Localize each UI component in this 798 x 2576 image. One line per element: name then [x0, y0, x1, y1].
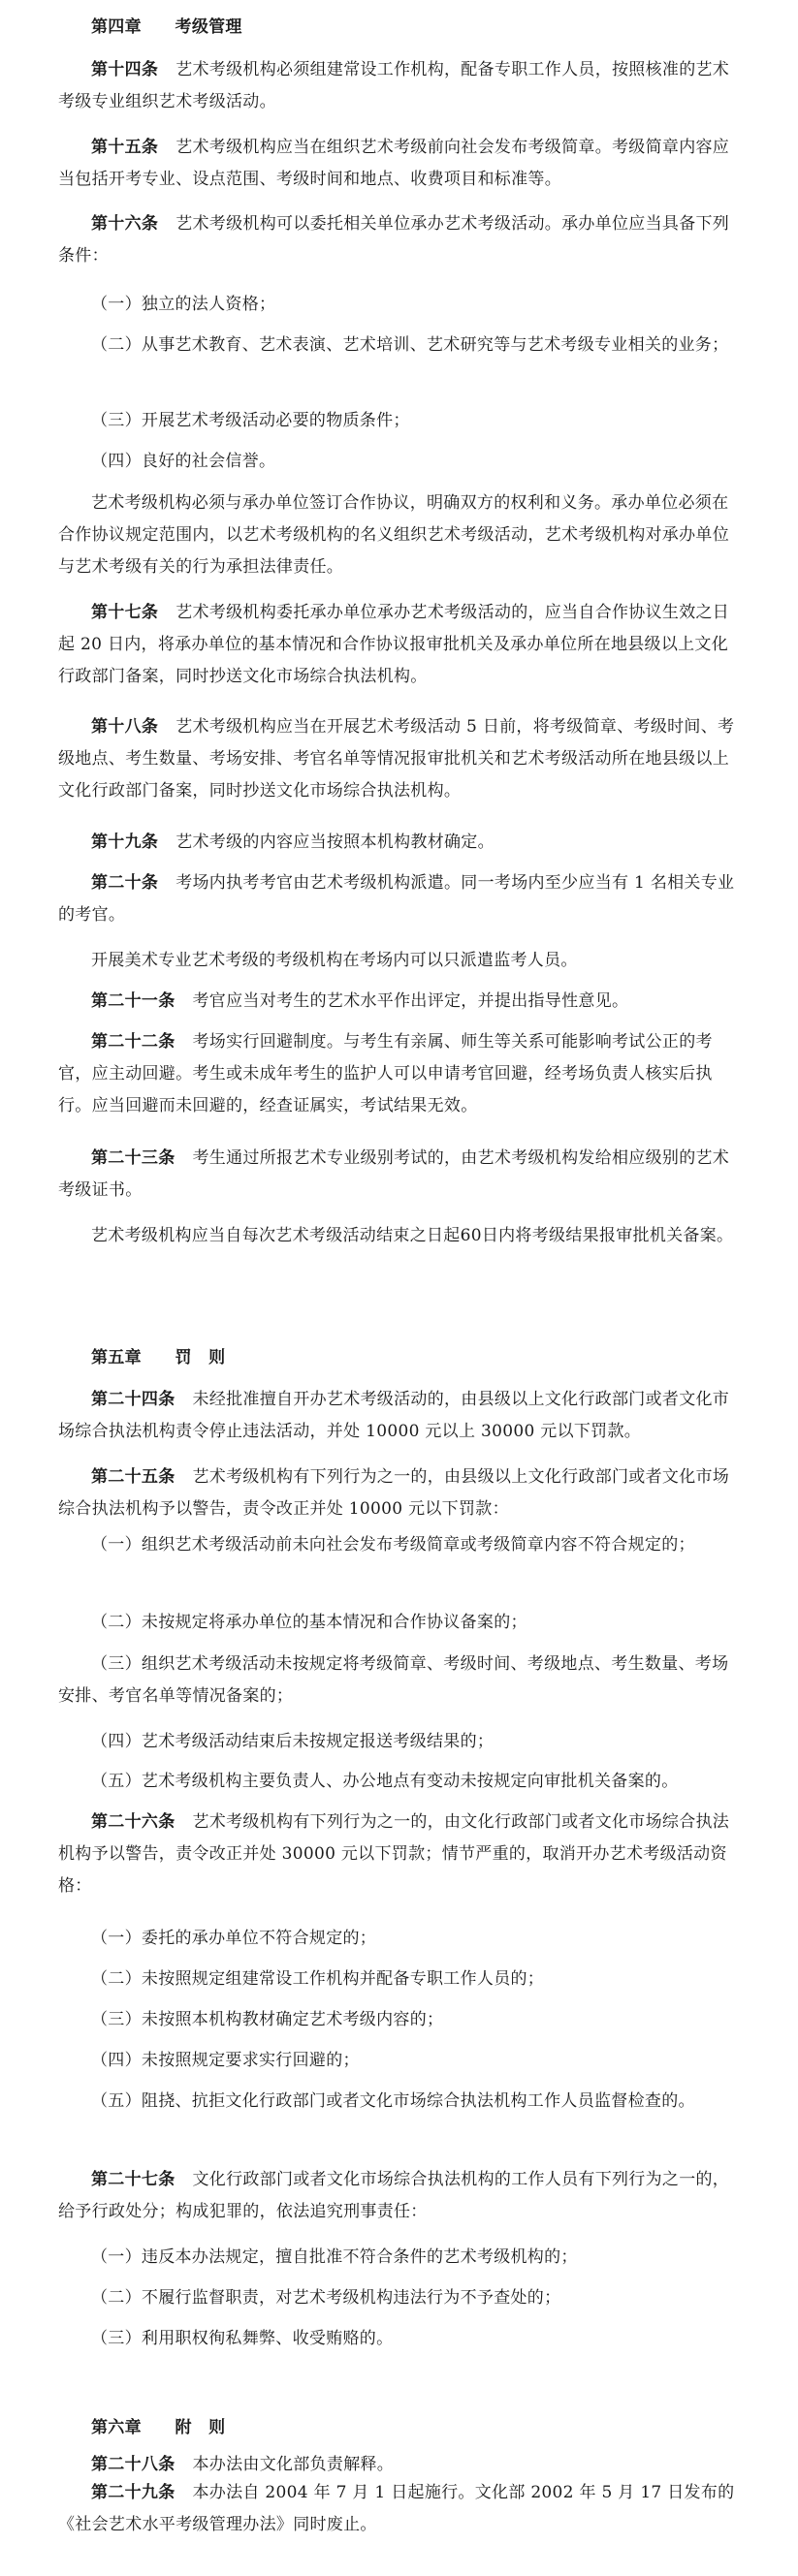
article-26-item-2: （二）未按照规定组建常设工作机构并配备专职工作人员的；: [91, 1969, 545, 1989]
article-16-paragraph-2: 艺术考级机构必须与承办单位签订合作协议，明确双方的权利和义务。承办单位必须在合作协议规定范围内，以艺术考级机构的名义组织艺术考级活动，艺术考级机构对承办单位与艺术考级有关的行为承担法律责任。: [58, 493, 729, 577]
article-27-item-2: （二）不履行监督职责，对艺术考级机构违法行为不予查处的；: [91, 2288, 561, 2308]
article-17: 第十七条 艺术考级机构委托承办单位承办艺术考级活动的，应当自合作协议生效之日起 20 日内，将承办单位的基本情况和合作协议报审批机关及承办单位所在地县级以上文化行政部门备案，同时抄送文化市场综合执法机构。: [58, 603, 730, 686]
article-21: 第二十一条 考官应当对考生的艺术水平作出评定，并提出指导性意见。: [91, 991, 629, 1011]
article-16-item-1: （一）独立的法人资格；: [91, 295, 276, 314]
article-27: 第二十七条 文化行政部门或者文化市场综合执法机构的工作人员有下列行为之一的，给予行政处分；构成犯罪的，依法追究刑事责任：: [58, 2170, 730, 2221]
article-26-item-3: （三）未按照本机构教材确定艺术考级内容的；: [91, 2010, 444, 2029]
article-28: 第二十八条 本办法由文化部负责解释。: [91, 2455, 395, 2474]
article-20-paragraph-2: 开展美术专业艺术考级的考级机构在考场内可以只派遣监考人员。: [91, 951, 578, 970]
chapter-heading-5: 第五章 罚 则: [91, 1348, 226, 1367]
article-23: 第二十三条 考生通过所报艺术专业级别考试的，由艺术考级机构发给相应级别的艺术考级证书。: [58, 1148, 730, 1200]
article-26-item-4: （四）未按照规定要求实行回避的；: [91, 2051, 360, 2070]
chapter-heading-4: 第四章 考级管理: [91, 17, 242, 37]
chapter-heading-6: 第六章 附 则: [91, 2418, 226, 2437]
article-23-paragraph-2: 艺术考级机构应当自每次艺术考级活动结束之日起60日内将考级结果报审批机关备案。: [91, 1226, 734, 1245]
article-20: 第二十条 考场内执考考官由艺术考级机构派遣。同一考场内至少应当有 1 名相关专业的考官。: [58, 873, 735, 925]
article-24: 第二十四条 未经批准擅自开办艺术考级活动的，由县级以上文化行政部门或者文化市场综合执法机构责令停止违法活动，并处 10000 元以上 30000 元以下罚款。: [58, 1390, 730, 1441]
article-25-item-5: （五）艺术考级机构主要负责人、办公地点有变动未按规定向审批机关备案的。: [91, 1772, 679, 1791]
article-19: 第十九条 艺术考级的内容应当按照本机构教材确定。: [91, 832, 495, 852]
article-26: 第二十六条 艺术考级机构有下列行为之一的，由文化行政部门或者文化市场综合执法机构予以警告，责令改正并处 30000 元以下罚款；情节严重的，取消开办艺术考级活动资格：: [58, 1812, 730, 1896]
article-27-item-3: （三）利用职权徇私舞弊、收受贿赂的。: [91, 2329, 394, 2348]
article-25-item-4: （四）艺术考级活动结束后未按规定报送考级结果的；: [91, 1732, 495, 1751]
article-14: 第十四条 艺术考级机构必须组建常设工作机构，配备专职工作人员，按照核准的艺术考级专业组织艺术考级活动。: [58, 60, 730, 111]
article-16: 第十六条 艺术考级机构可以委托相关单位承办艺术考级活动。承办单位应当具备下列条件：: [58, 214, 730, 266]
article-16-item-2: （二）从事艺术教育、艺术表演、艺术培训、艺术研究等与艺术考级专业相关的业务；: [91, 335, 729, 355]
article-16-item-3: （三）开展艺术考级活动必要的物质条件；: [91, 411, 410, 430]
article-25: 第二十五条 艺术考级机构有下列行为之一的，由县级以上文化行政部门或者文化市场综合执法机构予以警告，责令改正并处 10000 元以下罚款：: [58, 1467, 730, 1519]
article-26-item-1: （一）委托的承办单位不符合规定的；: [91, 1929, 377, 1948]
article-22: 第二十二条 考场实行回避制度。与考生有亲属、师生等关系可能影响考试公正的考官，应主动回避。考生或未成年考生的监护人可以申请考官回避，经考场负责人核实后执行。应当回避而未回避的，经查证属实，考试结果无效。: [58, 1032, 713, 1115]
article-27-item-1: （一）违反本办法规定，擅自批准不符合条件的艺术考级机构的；: [91, 2247, 578, 2267]
article-15: 第十五条 艺术考级机构应当在组织艺术考级前向社会发布考级简章。考级简章内容应当包括开考专业、设点范围、考级时间和地点、收费项目和标准等。: [58, 138, 730, 189]
article-25-item-1: （一）组织艺术考级活动前未向社会发布考级简章或考级简章内容不符合规定的；: [91, 1535, 695, 1555]
article-18: 第十八条 艺术考级机构应当在开展艺术考级活动 5 日前，将考级简章、考级时间、考级地点、考生数量、考场安排、考官名单等情况报审批机关和艺术考级活动所在地县级以上文化行政部门备案，同时抄送文化市场综合执法机构。: [58, 717, 735, 801]
article-25-item-3: （三）组织艺术考级活动未按规定将考级简章、考级时间、考级地点、考生数量、考场安排、考官名单等情况备案的；: [58, 1654, 729, 1706]
article-26-item-5: （五）阻挠、抗拒文化行政部门或者文化市场综合执法机构工作人员监督检查的。: [91, 2091, 695, 2111]
article-29: 第二十九条 本办法自 2004 年 7 月 1 日起施行。文化部 2002 年 5 月 17 日发布的《社会艺术水平考级管理办法》同时废止。: [58, 2483, 735, 2534]
article-25-item-2: （二）未按规定将承办单位的基本情况和合作协议备案的；: [91, 1613, 527, 1632]
article-16-item-4: （四）良好的社会信誉。: [91, 452, 276, 471]
